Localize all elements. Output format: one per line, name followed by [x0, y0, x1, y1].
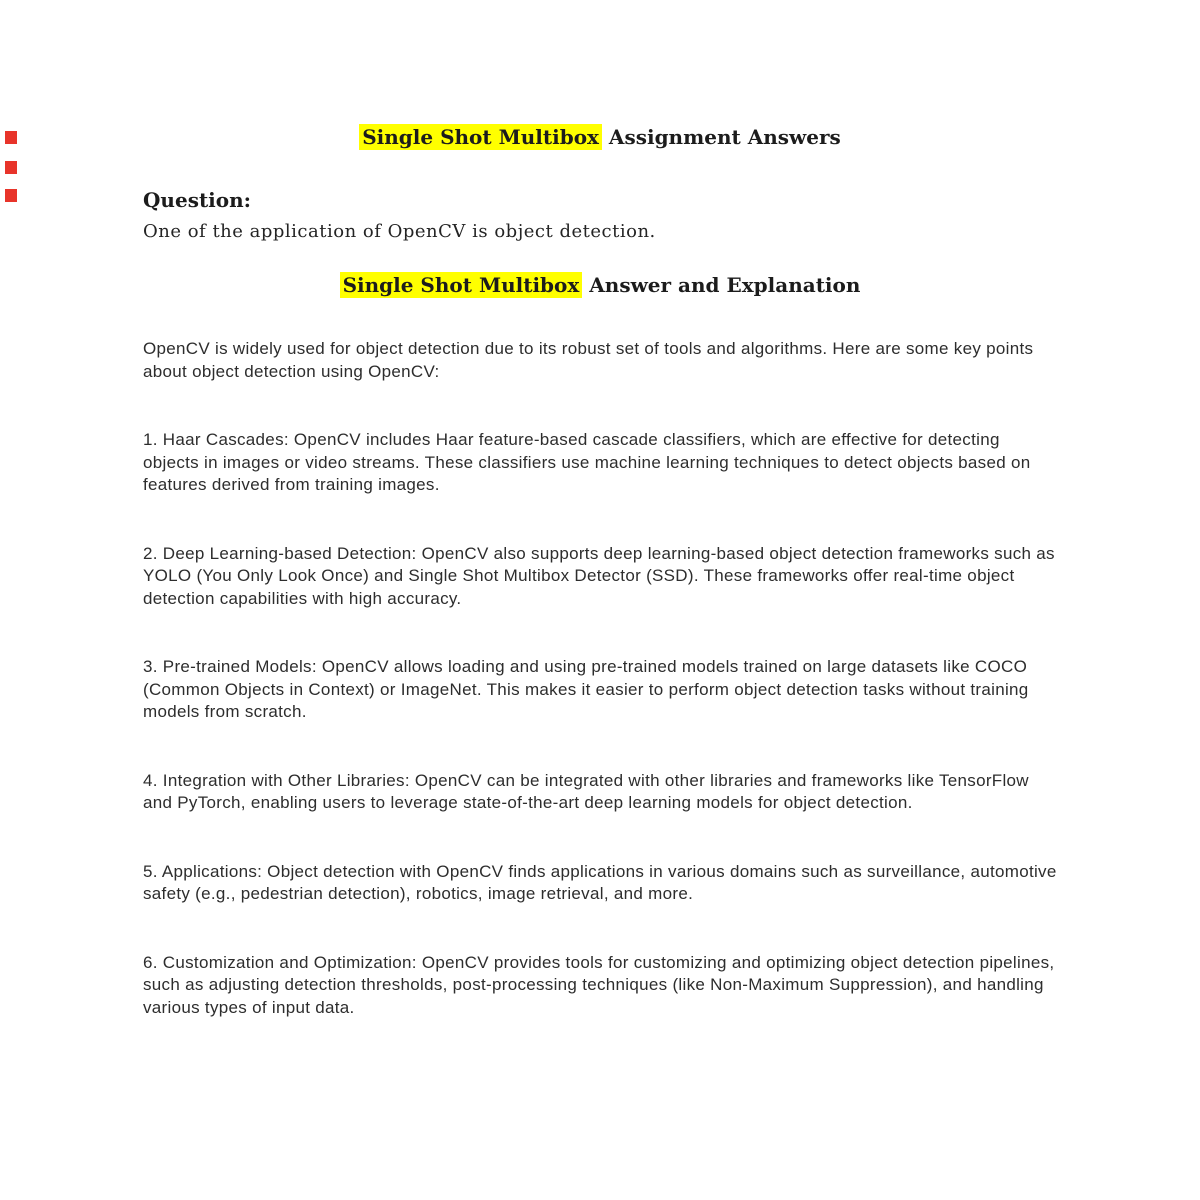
document-page [0, 124, 1200, 1200]
list-item-applications: 5. Applications: Object detection with OpenCV finds applications in various domains such as surveillance, automotive safety (e.g., pedestrian detection), robotics, image retrieval, and more. [143, 861, 1057, 903]
list-item-pretrained-models: 3. Pre-trained Models: OpenCV allows loading and using pre-trained models trained on large datasets like COCO (Common Objects in Context) or ImageNet. This makes it easier to perform object detection tasks without training models from scratch. [143, 657, 1029, 721]
red-edge-mark [5, 131, 17, 144]
red-edge-mark [5, 161, 17, 174]
answer-section-heading [143, 272, 1057, 298]
title-highlighted-text: Single Shot Multibox [359, 124, 602, 150]
question-text: One of the application of OpenCV is object detection. [143, 221, 656, 242]
subtitle-rest-text: Answer and Explanation [582, 273, 861, 297]
page-title [143, 124, 1057, 150]
list-item-haar-cascades: 1. Haar Cascades: OpenCV includes Haar feature-based cascade classifiers, which are effective for detecting objects in images or video streams. These classifiers use machine learning techniques to detect objects based on features derived from training images. [143, 430, 1031, 494]
question-heading: Question: [143, 188, 252, 212]
red-edge-mark [5, 189, 17, 202]
subtitle-highlighted-text: Single Shot Multibox [340, 272, 583, 298]
intro-paragraph: OpenCV is widely used for object detection due to its robust set of tools and algorithms. Here are some key points about object detection using OpenCV: [143, 339, 1034, 381]
list-item-customization: 6. Customization and Optimization: OpenCV provides tools for customizing and optimizing object detection pipelines, such as adjusting detection thresholds, post-processing techniques (like Non-Maximum Suppression), and handling various types of input data. [143, 952, 1055, 1017]
list-item-integration: 4. Integration with Other Libraries: OpenCV can be integrated with other libraries and frameworks like TensorFlow and PyTorch, enabling users to leverage state-of-the-art deep learning models for object detection. [143, 770, 1029, 812]
list-item-deep-learning: 2. Deep Learning-based Detection: OpenCV also supports deep learning-based object detection frameworks such as YOLO (You Only Look Once) and Single Shot Multibox Detector (SSD). These frameworks offer real-time object detection capabilities with high accuracy. [143, 543, 1055, 608]
title-rest-text: Assignment Answers [601, 125, 841, 149]
